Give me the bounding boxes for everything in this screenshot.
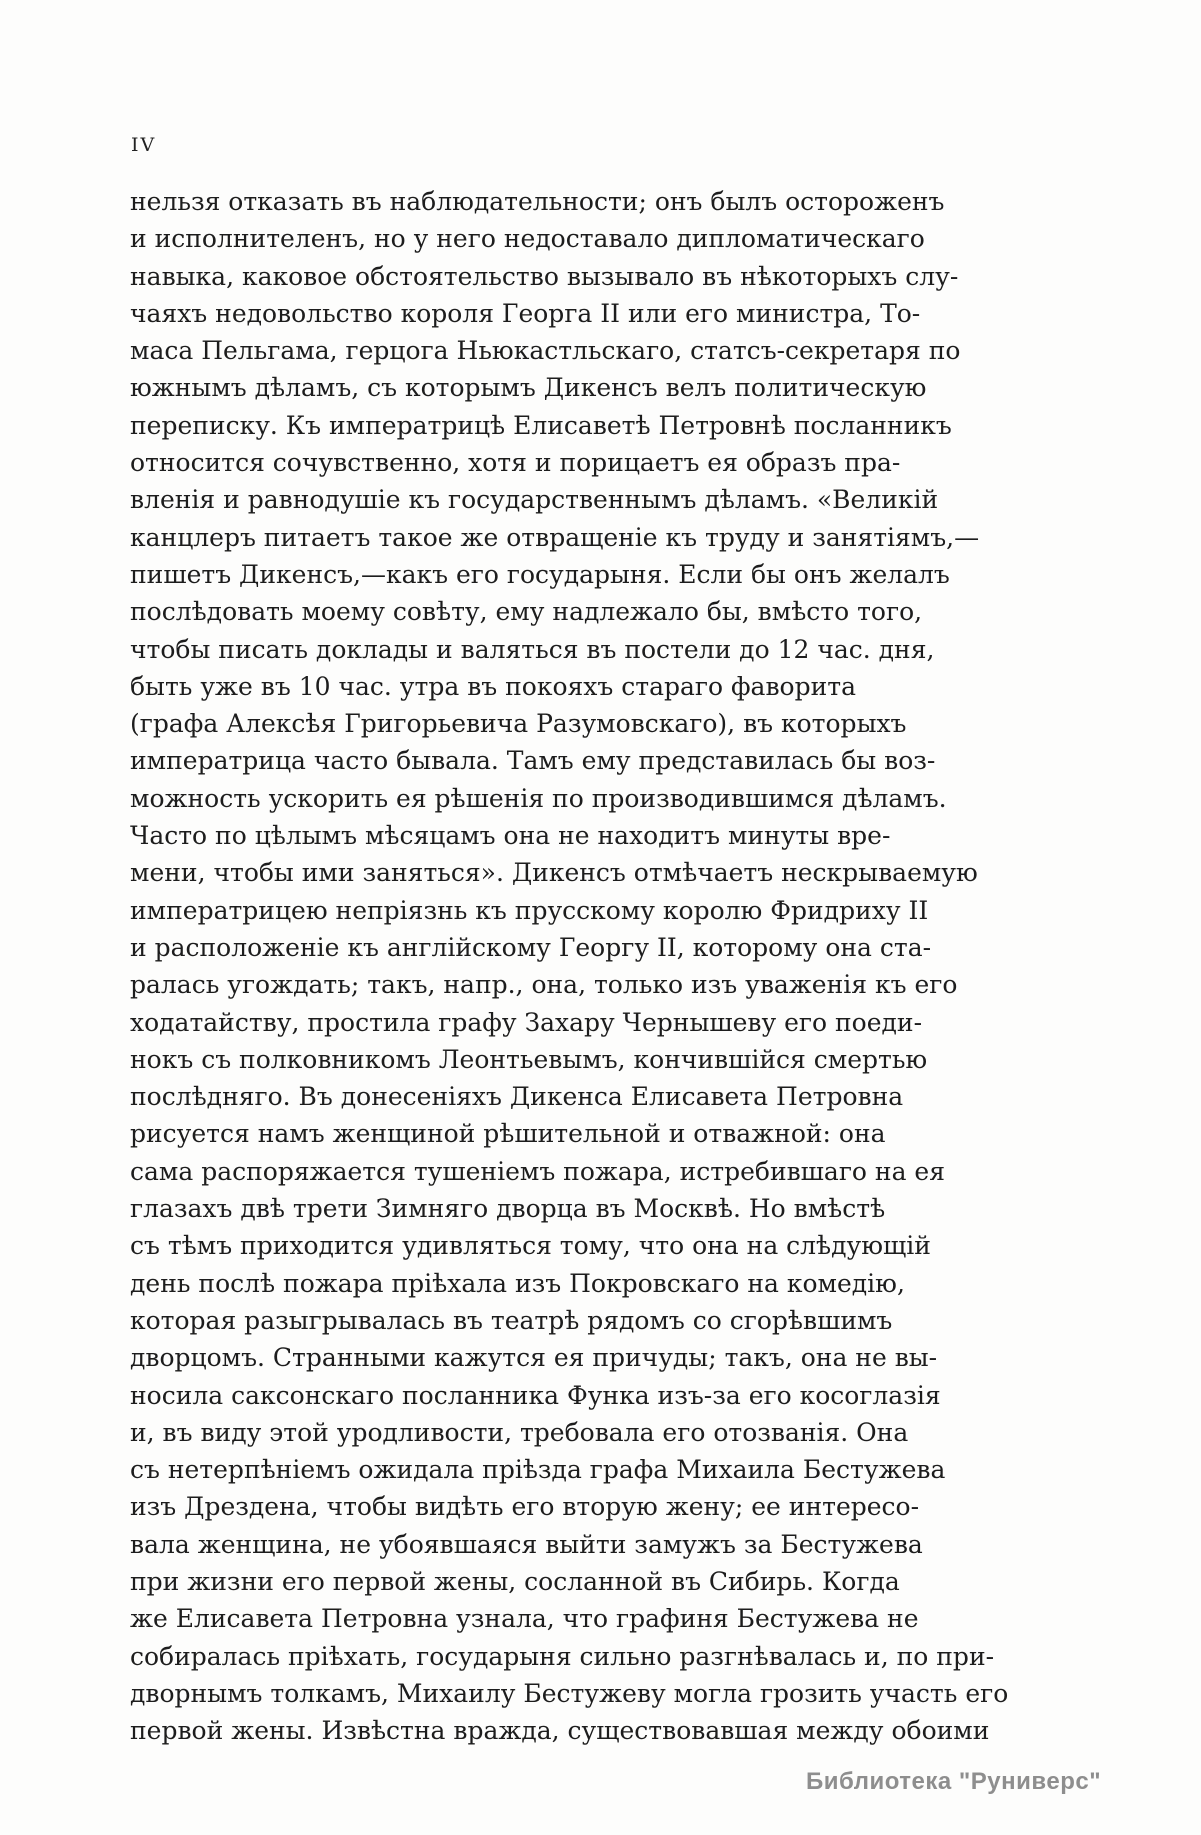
text-line: ходатайству, простила графу Захару Чернышеву его поеди- (130, 1007, 923, 1037)
text-line: нокъ съ полковникомъ Леонтьевымъ, кончившійся смертью (130, 1044, 928, 1074)
text-line: глазахъ двѣ трети Зимняго дворца въ Москвѣ. Но вмѣстѣ (130, 1194, 886, 1224)
text-line: вленія и равнодушіе къ государственнымъ дѣламъ. «Великій (130, 485, 939, 515)
text-line: мени, чтобы ими заняться». Дикенсъ отмѣчаетъ нескрываемую (130, 858, 978, 888)
text-line: и исполнителенъ, но у него недоставало дипломатическаго (130, 224, 925, 254)
text-line: Часто по цѣлымъ мѣсяцамъ она не находитъ минуты вре- (130, 821, 891, 851)
text-line: и расположеніе къ англійскому Георгу II, которому она ста- (130, 932, 932, 962)
text-line: (графа Алексѣя Григорьевича Разумовскаго), въ которыхъ (130, 709, 907, 739)
text-line: и, въ виду этой уродливости, требовала его отозванія. Она (130, 1417, 909, 1447)
text-line: пишетъ Дикенсъ,—какъ его государыня. Если бы онъ желалъ (130, 559, 950, 589)
text-line: дворцомъ. Странными кажутся ея причуды; такъ, она не вы- (130, 1343, 938, 1373)
text-line: императрицею непріязнь къ прусскому королю Фридриху II (130, 895, 929, 925)
library-watermark: Библиотека "Руниверс" (806, 1768, 1102, 1795)
text-line: можность ускорить ея рѣшенія по производившимся дѣламъ. (130, 783, 947, 813)
text-line: послѣдняго. Въ донесеніяхъ Дикенса Елисавета Петровна (130, 1082, 904, 1112)
body-text (130, 183, 1042, 1749)
text-line: же Елисавета Петровна узнала, что графиня Бестужева не (130, 1604, 919, 1634)
text-line: изъ Дрездена, чтобы видѣть его вторую жену; ее интересо- (130, 1492, 920, 1522)
text-line: южнымъ дѣламъ, съ которымъ Дикенсъ велъ политическую (130, 373, 927, 403)
text-line: носила саксонскаго посланника Функа изъ-за его косоглазія (130, 1380, 941, 1410)
text-line: чтобы писать доклады и валяться въ постели до 12 час. дня, (130, 634, 935, 664)
text-line: относится сочувственно, хотя и порицаетъ ея образъ пра- (130, 448, 901, 478)
text-line: съ тѣмъ приходится удивляться тому, что она на слѣдующій (130, 1231, 931, 1261)
text-line: переписку. Къ императрицѣ Елисаветѣ Петровнѣ посланникъ (130, 410, 952, 440)
text-line: первой жены. Извѣстна вражда, существовавшая между обоими (130, 1716, 990, 1746)
page-number: IV (131, 134, 157, 156)
text-line: съ нетерпѣніемъ ожидала пріѣзда графа Михаила Бестужева (130, 1455, 946, 1485)
text-line: быть уже въ 10 час. утра въ покояхъ стараго фаворита (130, 671, 856, 701)
text-line: при жизни его первой жены, сосланной въ Сибирь. Когда (130, 1566, 900, 1596)
text-line: маса Пельгама, герцога Ньюкастльскаго, статсъ-секретаря по (130, 336, 961, 366)
text-line: канцлеръ питаетъ такое же отвращеніе къ труду и занятіямъ,— (130, 522, 980, 552)
text-line: которая разыгрывалась въ театрѣ рядомъ со сгорѣвшимъ (130, 1305, 893, 1335)
text-line: нельзя отказать въ наблюдательности; онъ былъ остороженъ (130, 187, 945, 216)
text-line: императрица часто бывала. Тамъ ему представилась бы воз- (130, 746, 936, 776)
text-line: собиралась пріѣхать, государыня сильно разгнѣвалась и, по при- (130, 1641, 995, 1671)
text-line: сама распоряжается тушеніемъ пожара, истребившаго на ея (130, 1156, 946, 1186)
text-line: чаяхъ недовольство короля Георга II или его министра, То- (130, 298, 921, 328)
text-line: рисуется намъ женщиной рѣшительной и отважной: она (130, 1119, 886, 1149)
text-line: дворнымъ толкамъ, Михаилу Бестужеву могла грозить участь его (130, 1678, 1009, 1708)
text-line: день послѣ пожара пріѣхала изъ Покровскаго на комедію, (130, 1268, 905, 1298)
text-line: послѣдовать моему совѣту, ему надлежало бы, вмѣсто того, (130, 597, 923, 627)
text-line: навыка, каковое обстоятельство вызывало въ нѣкоторыхъ слу- (130, 261, 959, 291)
text-line: вала женщина, не убоявшаяся выйти замужъ за Бестужева (130, 1529, 923, 1559)
text-line: ралась угождать; такъ, напр., она, только изъ уваженія къ его (130, 970, 958, 1000)
